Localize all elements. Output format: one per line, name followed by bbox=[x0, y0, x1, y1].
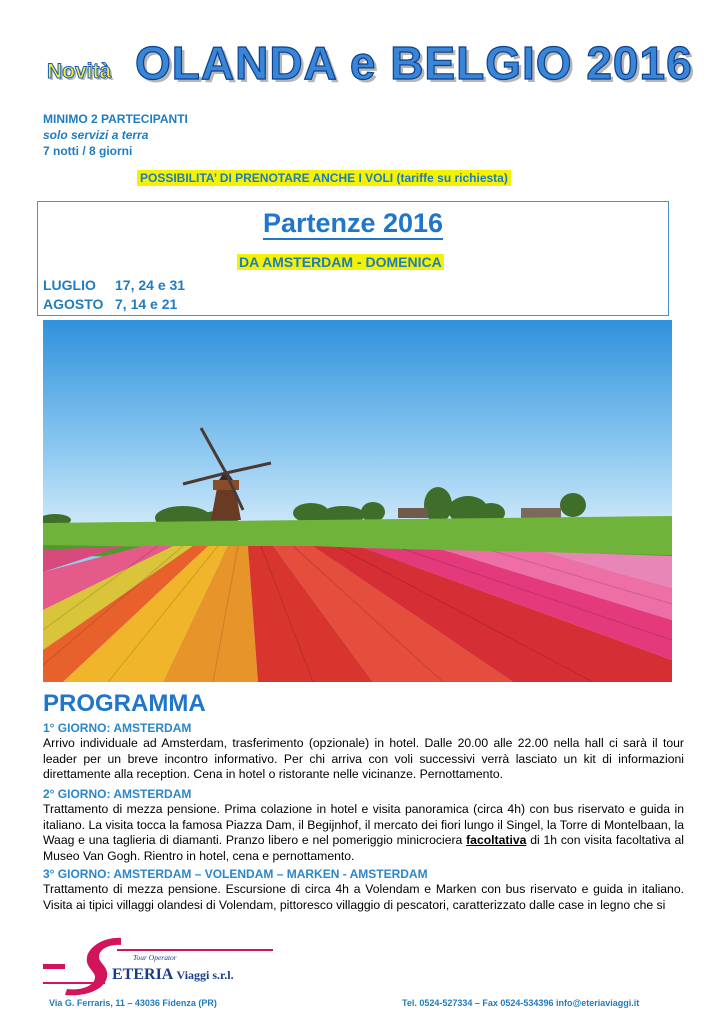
day-2-heading: 2° GIORNO: AMSTERDAM bbox=[43, 787, 192, 801]
day-3-heading: 3° GIORNO: AMSTERDAM – VOLENDAM – MARKEN - AMSTERDAM bbox=[43, 867, 428, 881]
departures-box bbox=[37, 201, 669, 316]
tulip-field-photo bbox=[43, 320, 672, 682]
logo-name: ETERIA Viaggi s.r.l. bbox=[112, 966, 234, 983]
day-2-text: Trattamento di mezza pensione. Prima colazione in hotel e visita panoramica (circa 4h) con bus riservato e guida in italiano. La visita tocca la famosa Piazza Dam, il Begijnhof, il mercato dei fiori lungo il Singel, la Torre di Montelbaan, la Waag e una taglieria di diamanti. Pranzo libero e nel pomeriggio minicrociera facoltativa di 1h con visita facoltativa al Museo Van Gogh. Rientro in hotel, cena e pernottamento. bbox=[43, 802, 684, 863]
departures-subtitle: DA AMSTERDAM - DOMENICA bbox=[239, 254, 442, 270]
departure-dates bbox=[43, 276, 185, 314]
day-3-text: Trattamento di mezza pensione. Escursione di circa 4h a Volendam e Marken con bus riservato e guida in italiano. Visita ai tipici villaggi olandesi di Volendam, pittoresco villaggio di pescatori, caratterizzato dalle case in legno che si bbox=[43, 882, 684, 912]
departure-row: AGOSTO 7, 14 e 21 bbox=[43, 296, 178, 312]
logo-tagline: Tour Operator bbox=[133, 953, 177, 962]
min-participants: MINIMO 2 PARTECIPANTI bbox=[43, 112, 188, 126]
day-1-text: Arrivo individuale ad Amsterdam, trasferimento (opzionale) in hotel. Dalle 20.00 alle 22.00 nella hall ci sarà il tour leader per un breve incontro informativo. Per chi arriva con voli successivi verrà lasciato un kit di informazioni direttamente alla reception. Cena in hotel o ristorante nelle vicinanze. Pernottamento. bbox=[43, 736, 684, 782]
trip-info bbox=[43, 111, 188, 159]
flights-note: POSSIBILITA’ DI PRENOTARE ANCHE I VOLI (tariffe su richiesta) bbox=[137, 170, 511, 186]
program-title: PROGRAMMA bbox=[43, 690, 206, 717]
services-note: solo servizi a terra bbox=[43, 128, 149, 142]
day-1-heading: 1° GIORNO: AMSTERDAM bbox=[43, 721, 192, 735]
duration: 7 notti / 8 giorni bbox=[43, 144, 133, 158]
footer-contacts: Tel. 0524-527334 – Fax 0524-534396 info@eteriaviaggi.it bbox=[402, 998, 640, 1008]
departures-title: Partenze 2016 bbox=[262, 208, 444, 238]
footer-address: Via G. Ferraris, 11 – 43036 Fidenza (PR) bbox=[49, 998, 217, 1008]
departure-row: LUGLIO 17, 24 e 31 bbox=[43, 277, 186, 293]
optional-emphasis: facoltativa bbox=[466, 833, 527, 848]
novita-badge: Novità bbox=[47, 60, 112, 83]
page-title: OLANDA e BELGIO 2016 bbox=[135, 37, 693, 89]
